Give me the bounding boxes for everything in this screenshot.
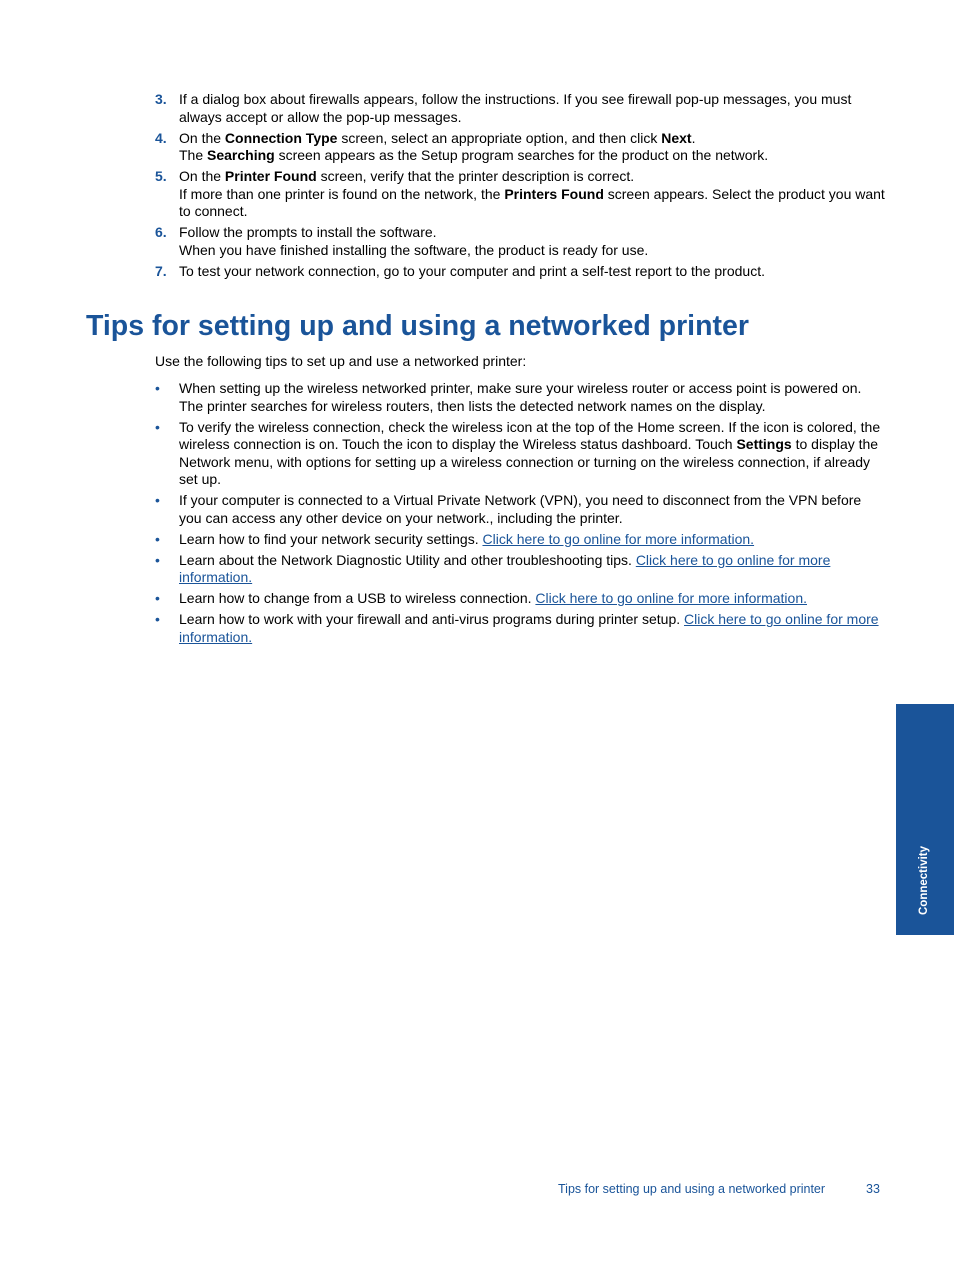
ui-term: Settings (736, 436, 792, 452)
intro-text: Use the following tips to set up and use a networked printer: (155, 353, 527, 369)
text-run: screen appears. Select the product you want to connect. (179, 185, 885, 219)
online-info-link[interactable]: Click here to go online for more information. (535, 590, 807, 606)
steps-list (155, 91, 885, 284)
step-number: 6. (155, 224, 167, 240)
tip-text (179, 552, 885, 587)
online-info-link[interactable]: Click here to go online for more information. (179, 551, 831, 585)
text-run: screen, select an appropriate option, and then click (337, 129, 662, 146)
ui-term: Connection Type (224, 129, 338, 146)
step-text (179, 130, 885, 165)
text-run: Learn how to change from a USB to wireless connection. (179, 590, 536, 606)
step-item (155, 263, 885, 281)
page-number: 33 (866, 1182, 880, 1196)
text-run: Learn how to find your network security settings. (179, 530, 483, 547)
step-text: If a dialog box about firewalls appears, follow the instructions. If you see firewall pop-up messages, you must always accept or allow the pop-up messages. (179, 91, 852, 125)
tips-list (155, 380, 885, 650)
step-text: To test your network connection, go to your computer and print a self-test report to the product. (179, 262, 765, 279)
text-run: When you have finished installing the software, the product is ready for use. (179, 241, 649, 258)
bullet-icon: • (155, 380, 160, 396)
text-run: On the (179, 168, 225, 184)
text-run: On the (179, 129, 225, 146)
section-heading: Tips for setting up and using a networked printer (86, 310, 749, 342)
step-text (179, 168, 885, 221)
tip-item (155, 380, 885, 415)
step-number: 7. (155, 262, 167, 279)
tip-item (155, 419, 885, 489)
text-run: screen, verify that the printer description is correct. (316, 168, 635, 184)
ui-term: Printers Found (504, 185, 604, 202)
tip-text (179, 419, 885, 489)
step-number: 3. (155, 91, 167, 107)
chapter-side-tab (896, 704, 954, 935)
ui-term: Searching (207, 147, 275, 163)
bullet-icon: • (155, 492, 160, 508)
text-run: . (691, 129, 696, 146)
tip-item (155, 590, 885, 608)
tip-text (179, 611, 885, 646)
step-item (155, 224, 885, 259)
ui-term: Printer Found (224, 168, 317, 184)
tip-item (155, 552, 885, 587)
online-info-link[interactable]: Click here to go online for more information. (179, 611, 879, 645)
tip-item (155, 492, 885, 527)
bullet-icon: • (155, 418, 160, 435)
tip-item (155, 611, 885, 646)
text-run: Follow the prompts to install the software. (179, 224, 437, 240)
ui-term: Next (661, 129, 692, 146)
step-text (179, 224, 885, 259)
text-run: The (179, 147, 208, 163)
bullet-icon: • (155, 611, 160, 627)
tip-text: When setting up the wireless networked printer, make sure your wireless router or access point is powered on. The printer searches for wireless routers, then lists the detected network names on the display. (179, 380, 862, 414)
step-item (155, 130, 885, 165)
step-number: 5. (155, 168, 167, 184)
tip-text: If your computer is connected to a Virtual Private Network (VPN), you need to disconnect from the VPN before you can access any other device on your network., including the printer. (179, 492, 862, 526)
step-item (155, 168, 885, 221)
tip-item (155, 531, 885, 549)
text-run: Learn about the Network Diagnostic Utility and other troubleshooting tips. (179, 551, 636, 568)
chapter-tab-label: Connectivity (918, 845, 930, 915)
text-run: To verify the wireless connection, check the wireless icon at the top of the Home screen. If the icon is colored, the wireless connection is on. Touch the icon to display the Wireless status dashboard. Touch (179, 418, 881, 452)
bullet-icon: • (155, 590, 160, 606)
text-run: If more than one printer is found on the network, the (179, 185, 505, 202)
tip-text (179, 590, 885, 608)
step-item (155, 91, 885, 126)
text-run: Learn how to work with your firewall and anti-virus programs during printer setup. (179, 611, 685, 627)
online-info-link[interactable]: Click here to go online for more information. (482, 530, 755, 547)
footer-section-title: Tips for setting up and using a networked printer (558, 1182, 826, 1196)
bullet-icon: • (155, 530, 160, 547)
bullet-icon: • (155, 551, 160, 568)
tip-text (179, 531, 885, 549)
text-run: screen appears as the Setup program searches for the product on the network. (274, 147, 769, 163)
text-run: to display the Network menu, with options for setting up a wireless connection or turning on the wireless connection, if already set up. (179, 436, 879, 487)
step-number: 4. (155, 129, 167, 146)
